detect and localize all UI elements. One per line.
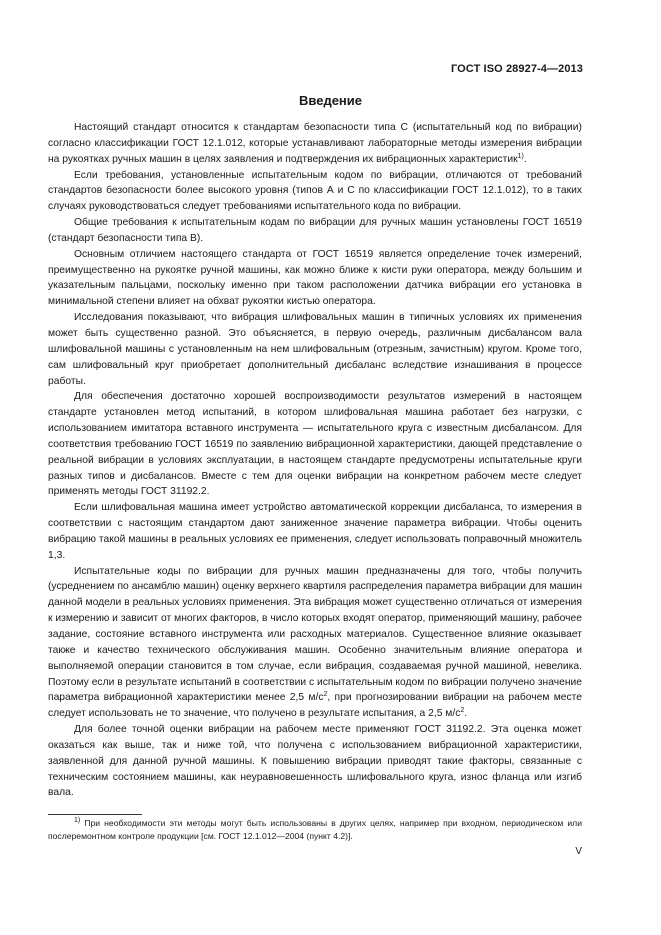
- paragraph: Если шлифовальная машина имеет устройство автоматической коррекции дисбаланса, то измерения в соответствии с настоящим стандартом дают заниженное значение параметра вибрации. Чтобы оценить вибрацию такой машины в реальных условиях ее применения, следует использовать поправочный множитель 1,3.: [48, 502, 582, 561]
- paragraph: Если требования, установленные испытательным кодом по вибрации, отличаются от требований стандартов безопасности более высокого уровня (типов А и С по классификации ГОСТ 12.1.012), то в таких случаях руководствоваться следует требованиями испытательного кода по вибрации.: [48, 169, 582, 213]
- body-text: [48, 120, 582, 801]
- document-code: ГОСТ ISO 28927-4—2013: [450, 63, 583, 75]
- paragraph: Общие требования к испытательным кодам по вибрации для ручных машин установлены ГОСТ 16519 (стандарт безопасности типа В).: [48, 217, 582, 244]
- paragraph: Для обеспечения достаточно хорошей воспроизводимости результатов измерений в настоящем стандарте установлен метод испытаний, в котором шлифовальная машина работает без нагрузки, с использованием имитатора вставного инструмента — испытательного круга с известным дисбалансом. Для соответствия требованию ГОСТ 16519 по заявлению вибрационной характеристики, дающей представление о реальной вибрации в условиях эксплуатации, в настоящем стандарте предусмотрены испытательные круги разных типов и дисбалансов. Вместе с тем для оценки вибрации на конкретном рабочем месте следует применять методы ГОСТ 31192.2.: [48, 391, 582, 498]
- footnote-marker: 1): [74, 817, 81, 824]
- paragraph: Испытательные коды по вибрации для ручных машин предназначены для того, чтобы получить (усреднением по ансамблю машин) оценку верхнего квартиля распределения параметра вибрации для машин данной модели в реальных условиях применения. Эта вибрация может существенно отличаться от измерения к измерению и зависит от многих факторов, в число которых входят оператор, применяющий машину, рабочее задание, состояние вставного инструмента или расходных материалов. Существенное влияние оказывает также и качество технического обслуживания машин. Особенно значительным влияние оператора и выполняемой операции становится в том случае, если вибрация, создаваемая ручной машиной, невелика. Поэтому если в результате испытаний в соответствии с испытательным кодом по вибрации получено значение параметра вибрационной характеристики менее 2,5 $м/с^2$, при прогнозировании вибрации на рабочем месте следует использовать не то значение, что получено в результате испытания, а 2,5 $м/с^2$.: [48, 565, 582, 720]
- footnote: $^{1)}$ При необходимости эти методы могут быть использованы в других целях, например при входном, периодическом или послеремонтном контроле продукции [см. ГОСТ 12.1.012—2004 (пункт 4.2)].: [48, 817, 582, 841]
- paragraph: Исследования показывают, что вибрация шлифовальных машин в типичных условиях их применения может быть существенно разной. Это объясняется, в первую очередь, различным дисбалансом вала шлифовальной машины с установленным на нем шлифовальным (отрезным, зачистным) кругом. Кроме того, сам шлифовальный круг приобретает дополнительный дисбаланс вследствие изнашивания в процессе работы.: [48, 312, 582, 387]
- footnote-divider: [48, 814, 142, 815]
- paragraph: Основным отличием настоящего стандарта от ГОСТ 16519 является определение точек измерений, преимущественно на рукоятке ручной машины, как можно ближе к кисти руки оператора, между большим и указательным пальцами, поскольку именно при таком расположении датчика вибрации его установка в минимальной степени влияет на обхват рукоятки кистью оператора.: [48, 248, 582, 308]
- footnote-reference: 1): [517, 152, 524, 160]
- page-number: V: [575, 846, 582, 857]
- section-title: Введение: [299, 93, 362, 108]
- paragraph: Для более точной оценки вибрации на рабочем месте применяют ГОСТ 31192.2. Эта оценка может оказаться как выше, так и ниже той, что получена с использованием вибрационной характеристики, заявленной для данной ручной машины. К повышению вибрации приводят такие факторы, связанные с техническим состоянием машины, как неуравновешенность шлифовального круга, износ фланца или изгиб вала.: [48, 724, 582, 799]
- paragraph: Настоящий стандарт относится к стандартам безопасности типа С (испытательный код по вибрации) согласно классификации ГОСТ 12.1.012, которые устанавливают лабораторные методы измерения вибрации на рукоятках ручных машин в целях заявления и подтверждения их вибрационных характеристик$^{1)}$.: [48, 122, 582, 165]
